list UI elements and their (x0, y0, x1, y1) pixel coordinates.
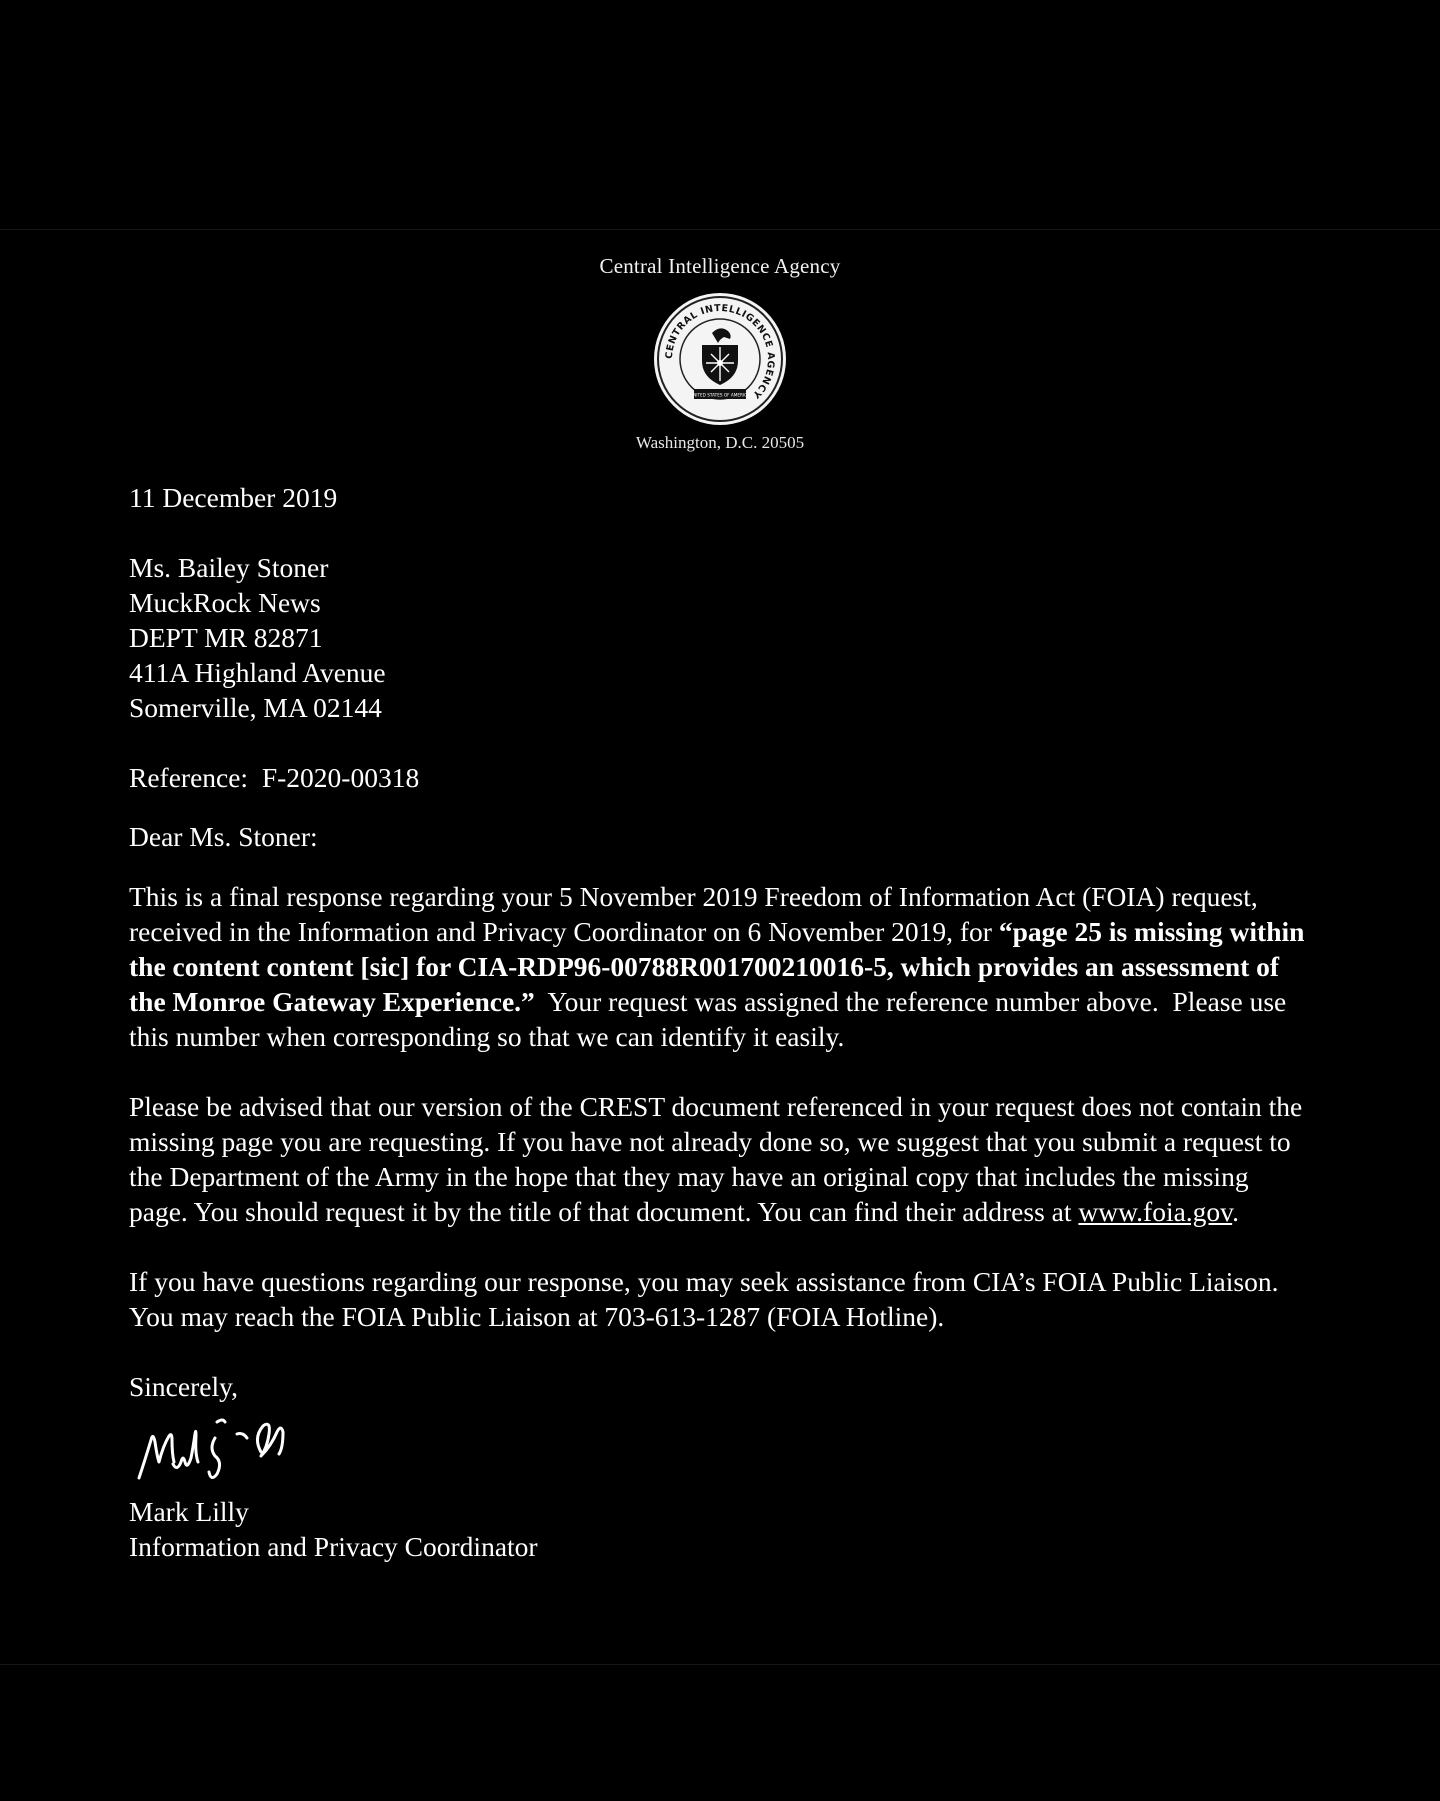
seal-banner: UNITED STATES OF AMERICA (690, 392, 750, 398)
paragraph-advice-text: Please be advised that our version of the CREST document referenced in your request does not contain the missing page you are requesting. If you have not already done so, we suggest that you submit a request to the Department of the Army in the hope that they may have an original copy that includes the missing page. You should request it by the title of that document. You can find their address at (129, 1091, 1303, 1227)
letter-date: 11 December 2019 (129, 482, 338, 513)
seal-text: CENTRAL INTELLIGENCE AGENCY (663, 302, 777, 401)
recipient-address (129, 550, 1309, 725)
paragraph-advice-end: . (1232, 1196, 1240, 1227)
cia-seal-icon (650, 289, 790, 429)
recipient-department: DEPT MR 82871 (129, 622, 323, 653)
paragraph-contact: If you have questions regarding our response, you may seek assistance from CIA’s FOIA Public Liaison. You may reach the FOIA Public Liaison at 703-613-1287 (FOIA Hotline). (129, 1266, 1279, 1332)
paragraph-response-intro: This is a final response regarding your 5 November 2019 Freedom of Information Act (FOIA) request, received in the Information and Privacy Coordinator on 6 November 2019, for (129, 881, 1258, 947)
signer-block (129, 1494, 1309, 1564)
recipient-name: Ms. Bailey Stoner (129, 552, 329, 583)
signer-title: Information and Privacy Coordinator (129, 1531, 538, 1562)
letter-body (129, 480, 1309, 1564)
letterhead (0, 254, 1440, 453)
reference-label: Reference: (129, 762, 249, 793)
signature-icon (133, 1408, 333, 1494)
reference-number: F-2020-00318 (261, 762, 420, 793)
recipient-street: 411A Highland Avenue (129, 657, 386, 688)
bottom-divider (0, 1664, 1440, 1665)
recipient-organization: MuckRock News (129, 587, 321, 618)
paragraph-response (129, 879, 1309, 1054)
closing: Sincerely, (129, 1371, 238, 1402)
foia-gov-link[interactable]: www.foia.gov (1078, 1196, 1233, 1227)
reference-line (129, 760, 1309, 795)
agency-address: Washington, D.C. 20505 (635, 433, 805, 452)
signer-name: Mark Lilly (129, 1496, 249, 1527)
paragraph-response-end: Your request was assigned the reference number above. Please use this number when corresponding so that we can identify it easily. (129, 986, 1294, 1052)
paragraph-advice (129, 1089, 1309, 1229)
top-divider (0, 229, 1440, 230)
salutation: Dear Ms. Stoner: (129, 821, 318, 852)
request-quote: “page 25 is missing within the content content [sic] for CIA-RDP96-00788R001700210016-5, which provides an assessment of the Monroe Gateway Experience.” (129, 916, 1305, 1017)
agency-name: Central Intelligence Agency (599, 254, 841, 278)
recipient-city: Somerville, MA 02144 (129, 692, 382, 723)
